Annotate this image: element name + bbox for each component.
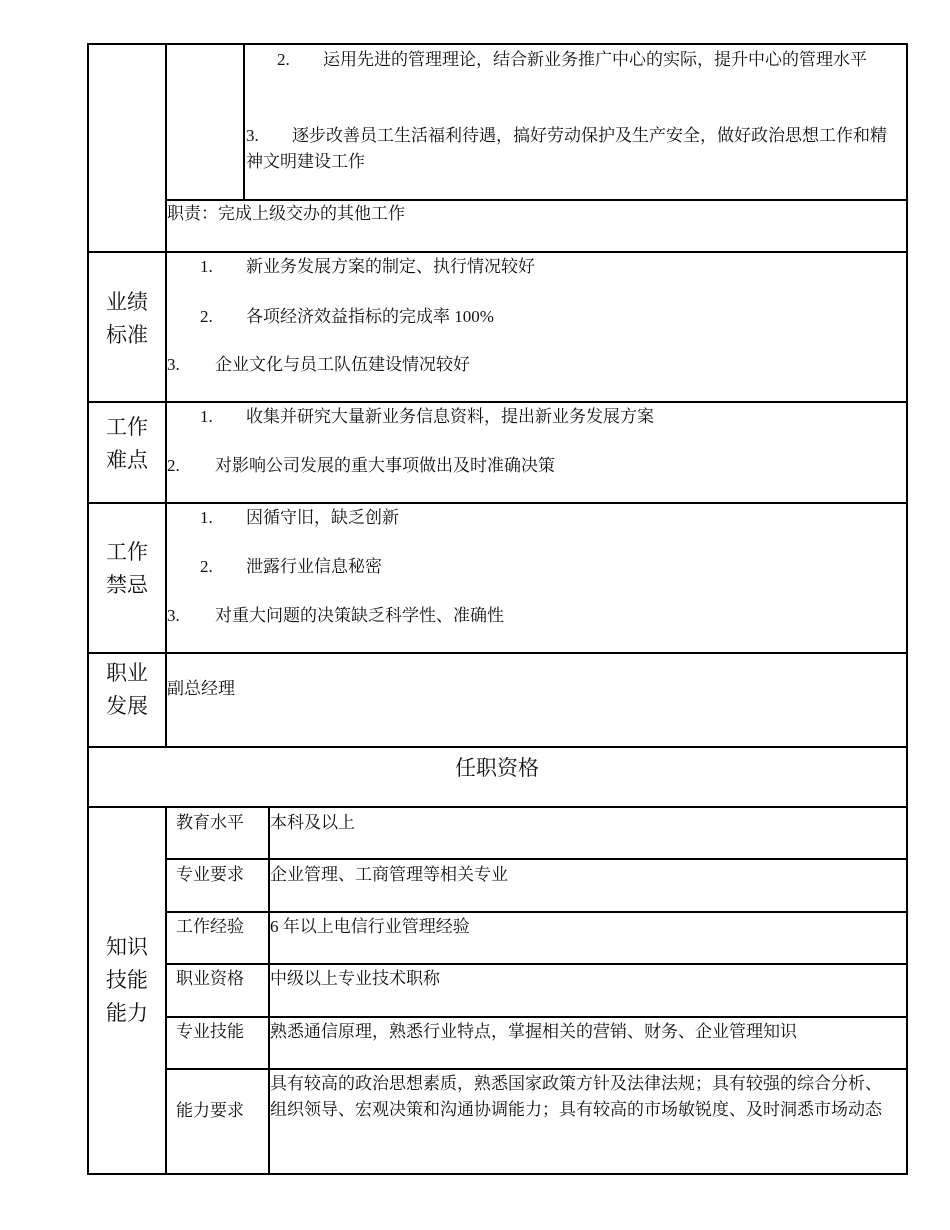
performance-item-2 [200,304,494,330]
performance-item-3 [167,352,470,378]
career-label [88,657,166,723]
row-divider [88,806,908,808]
row-divider [88,652,908,654]
performance-item-3-text: 企业文化与员工队伍建设情况较好 [215,355,470,374]
performance-item-1-text: 新业务发展方案的制定、执行情况较好 [246,257,535,276]
taboos-item-3-number: 3. [167,606,180,625]
qual-value-education: 本科及以上 [270,813,355,832]
label-column-divider [165,43,167,747]
taboos-item-1 [200,505,399,531]
table-border-right [906,43,908,1175]
qual-key-abilities: 能力要求 [176,1101,244,1120]
row-divider [166,858,908,860]
career-value: 副总经理 [167,679,235,698]
taboos-item-3-text: 对重大问题的决策缺乏科学性、准确性 [215,606,504,625]
difficulties-item-2-text: 对影响公司发展的重大事项做出及时准确决策 [215,456,555,475]
taboos-label-text: 工作禁忌 [106,540,148,597]
row-divider [166,1016,908,1018]
taboos-item-2-number: 2. [200,557,213,576]
duty-item-3-text: 逐步改善员工生活福利待遇，搞好劳动保护及生产安全，做好政治思想工作和精神文明建设工作 [246,126,887,171]
row-divider [166,963,908,965]
row-divider [166,1068,908,1070]
taboos-item-1-number: 1. [200,508,213,527]
row-divider [166,911,908,913]
qual-value-experience: 6 年以上电信行业管理经验 [270,917,470,936]
duty-item-3 [246,123,894,175]
duty-item-2 [277,47,892,73]
duty-other: 职责：完成上级交办的其他工作 [167,204,405,223]
qual-key-major: 专业要求 [176,865,244,884]
performance-label [88,286,166,352]
performance-item-2-text: 各项经济效益指标的完成率 100% [246,307,494,326]
performance-item-1 [200,254,535,280]
duty-column-divider [243,43,245,200]
qual-value-abilities: 具有较高的政治思想素质，熟悉国家政策方针及法律法规；具有较强的综合分析、组织领导、宏观决策和沟通协调能力；具有较高的市场敏锐度、及时洞悉市场动态 [270,1074,882,1119]
difficulties-item-1-number: 1. [200,407,213,426]
duty-item-2-number: 2. [277,50,290,69]
taboos-item-2-text: 泄露行业信息秘密 [246,557,382,576]
qualifications-title: 任职资格 [455,756,539,780]
row-divider [88,746,908,748]
qual-key-experience: 工作经验 [176,917,244,936]
career-label-text: 职业发展 [106,661,148,718]
qual-key-skills: 专业技能 [176,1022,244,1041]
qual-key-education: 教育水平 [176,813,244,832]
performance-label-text: 业绩标准 [106,290,148,347]
taboos-item-2 [200,554,382,580]
qual-key-certification: 职业资格 [176,969,244,988]
performance-item-2-number: 2. [200,307,213,326]
qual-value-major: 企业管理、工商管理等相关专业 [270,865,508,884]
difficulties-label [88,411,166,477]
row-divider [88,502,908,504]
performance-item-3-number: 3. [167,355,180,374]
taboos-item-1-text: 因循守旧，缺乏创新 [246,508,399,527]
qualifications-group-label-text: 知识技能能力 [106,935,148,1025]
taboos-item-3 [167,603,504,629]
qual-value-skills: 熟悉通信原理，熟悉行业特点，掌握相关的营销、财务、企业管理知识 [270,1022,797,1041]
difficulties-item-2 [167,453,555,479]
difficulties-label-text: 工作难点 [106,415,148,472]
row-divider [88,251,908,253]
row-divider [88,401,908,403]
difficulties-item-2-number: 2. [167,456,180,475]
table-border-top [88,43,908,45]
performance-item-1-number: 1. [200,257,213,276]
difficulties-item-1-text: 收集并研究大量新业务信息资料，提出新业务发展方案 [246,407,654,426]
duty-item-3-number: 3. [246,126,259,145]
qualifications-group-label [88,931,166,1030]
difficulties-item-1 [200,404,654,430]
table-border-bottom [88,1173,908,1175]
duty-item-2-text: 运用先进的管理理论，结合新业务推广中心的实际，提升中心的管理水平 [323,50,867,69]
qual-value-certification: 中级以上专业技术职称 [270,969,440,988]
taboos-label [88,536,166,602]
